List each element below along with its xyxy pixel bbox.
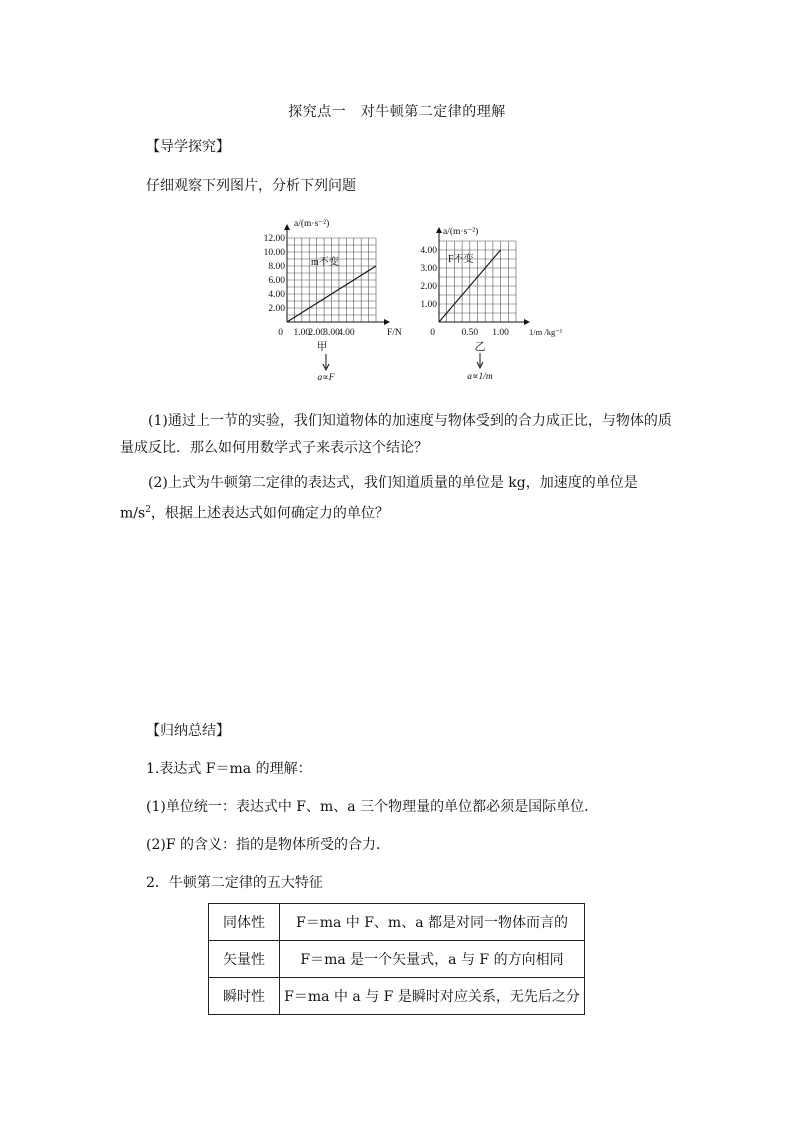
feature-desc: F＝ma 中 a 与 F 是瞬时对应关系，无先后之分 — [280, 978, 585, 1015]
x-axis-label: 1/m /kg⁻¹ — [529, 327, 563, 337]
feature-desc: F＝ma 是一个矢量式，a 与 F 的方向相同 — [280, 941, 585, 978]
y-tick-label: 4.00 — [420, 246, 437, 256]
y-tick-label: 8.00 — [268, 262, 285, 272]
y-tick-label: 1.00 — [420, 300, 437, 310]
feature-name: 矢量性 — [209, 941, 280, 978]
question-2-text: (2)上式为牛顿第二定律的表达式，我们知道质量的单位是 kg，加速度的单位是 m/s — [120, 475, 638, 522]
x-tick-label: 0.50 — [461, 328, 479, 338]
x-tick-label: 0 — [430, 328, 435, 338]
chart-a-vs-F — [258, 214, 428, 386]
y-tick-label: 10.00 — [263, 248, 285, 258]
x-tick-label: 3.00 — [323, 328, 340, 338]
x-axis-arrow — [384, 319, 390, 325]
x-tick-label: 1.00 — [293, 328, 311, 338]
summary-item-1-1: (1)单位统一：表达式中 F、m、a 三个物理量的单位都必须是国际单位． — [146, 799, 599, 815]
relation-label: a∝F — [317, 373, 335, 383]
summary-item-1-2: (2)F 的含义：指的是物体所受的合力． — [146, 837, 390, 853]
feature-name: 瞬时性 — [209, 978, 280, 1015]
summary-item-2: 2．牛顿第二定律的五大特征 — [146, 875, 323, 891]
y-axis-arrow — [436, 227, 442, 233]
chart-axes — [284, 224, 390, 325]
x-tick-label: 4.00 — [338, 328, 355, 338]
summary-item-1: 1.表达式 F＝ma 的理解： — [146, 761, 312, 777]
x-axis-label: F/N — [387, 328, 402, 338]
y-tick-label: 6.00 — [268, 276, 285, 286]
chart-label: 甲 — [316, 341, 328, 353]
feature-name: 同体性 — [209, 904, 280, 941]
y-axis-arrow — [284, 224, 290, 230]
explore-heading: 【导学探究】 — [146, 139, 230, 155]
relation-label: a∝1/m — [467, 372, 493, 382]
features-table — [208, 903, 585, 1015]
table-row — [209, 904, 585, 941]
instruction-text: 仔细观察下列图片，分析下列问题 — [146, 178, 356, 194]
question-2-text-end: ，根据上述表达式如何确定力的单位？ — [150, 505, 389, 522]
chart-label: 乙 — [474, 341, 486, 353]
chart-grid — [287, 238, 376, 322]
x-axis-arrow — [524, 319, 530, 325]
x-tick-label: 2.00 — [308, 328, 325, 338]
question-1: (1)通过上一节的实验，我们知道物体的加速度与物体受到的合力成正比，与物体的质量成反比．那么如何用数学式子来表示这个结论？ — [120, 413, 672, 456]
y-tick-label: 2.00 — [268, 304, 285, 314]
question-2 — [120, 470, 680, 528]
y-axis-label: a/(m·s⁻²) — [443, 227, 479, 237]
y-tick-label: 2.00 — [420, 282, 437, 292]
feature-desc: F＝ma 中 F、m、a 都是对同一物体而言的 — [280, 904, 585, 941]
chart-annotation: m不变 — [311, 257, 339, 268]
chart-a-vs-inv-m — [410, 222, 570, 386]
chart-annotation: F不变 — [448, 254, 474, 265]
y-tick-label: 3.00 — [420, 264, 437, 274]
x-tick-label: 1.00 — [492, 328, 509, 338]
summary-heading: 【归纳总结】 — [146, 723, 230, 739]
table-row — [209, 941, 585, 978]
section-title: 探究点一 对牛顿第二定律的理解 — [288, 104, 506, 120]
y-tick-label: 12.00 — [263, 234, 285, 244]
y-tick-label: 4.00 — [268, 290, 285, 300]
x-tick-label: 0 — [278, 328, 283, 338]
table-row — [209, 978, 585, 1015]
y-axis-label: a/(m·s⁻²) — [294, 219, 330, 229]
question-2-superscript: 2 — [145, 505, 151, 515]
